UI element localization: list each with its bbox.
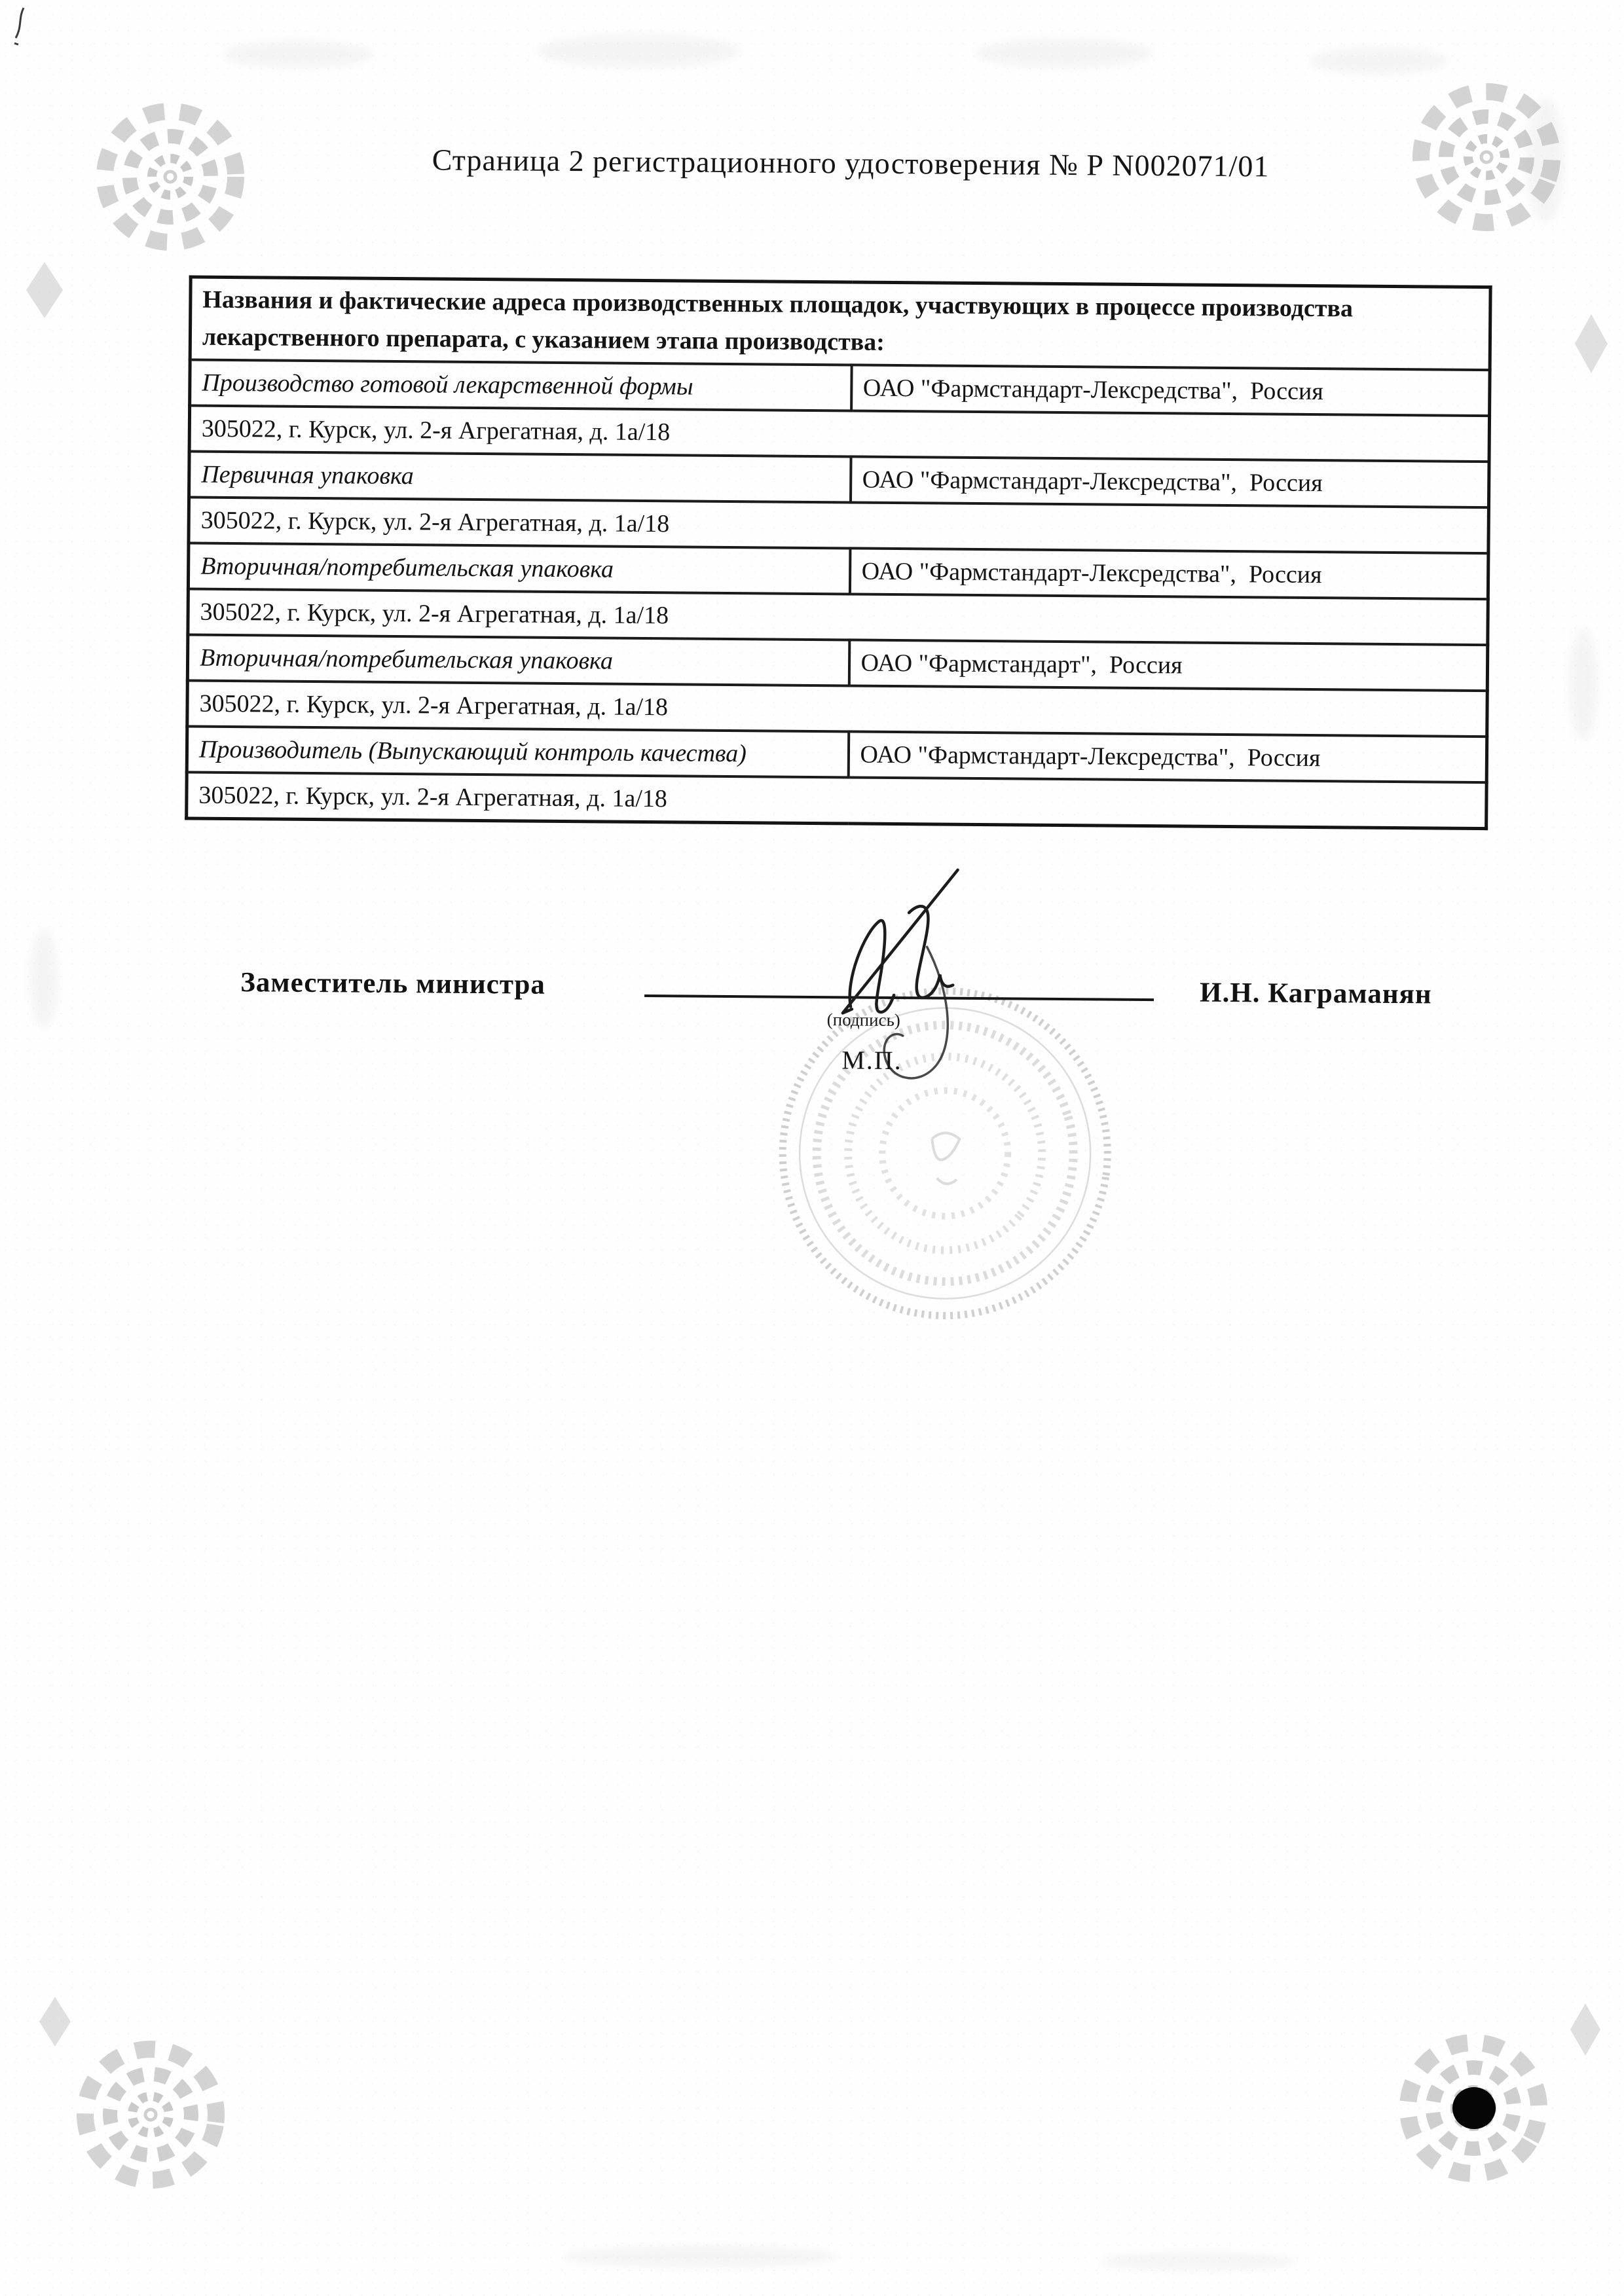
address-cell: 305022, г. Курск, ул. 2-я Агрегатная, д. 1а/18 bbox=[187, 680, 1488, 737]
address-cell: 305022, г. Курск, ул. 2-я Агрегатная, д. 1а/18 bbox=[189, 498, 1489, 554]
company-cell: ОАО "Фармстандарт-Лексредства", Россия bbox=[849, 548, 1488, 599]
address-cell: 305022, г. Курск, ул. 2-я Агрегатная, д. 1а/18 bbox=[187, 772, 1487, 828]
signer-position-title: Заместитель министра bbox=[240, 967, 546, 1000]
table-row bbox=[187, 772, 1487, 828]
stage-cell: Вторичная/потребительская упаковка bbox=[187, 635, 849, 686]
stage-cell: Вторичная/потребительская упаковка bbox=[188, 543, 850, 594]
page-title: Страница 2 регистрационного удостоверения № Р N002071/01 bbox=[432, 143, 1270, 183]
stage-cell: Производитель (Выпускающий контроль качества) bbox=[187, 726, 849, 777]
stage-cell: Первичная упаковка bbox=[189, 452, 851, 503]
handwritten-signature-icon bbox=[771, 848, 1048, 1131]
company-cell: ОАО "Фармстандарт-Лексредства", Россия bbox=[851, 365, 1490, 416]
company-cell: ОАО "Фармстандарт-Лексредства", Россия bbox=[850, 456, 1489, 507]
production-sites-table bbox=[185, 275, 1492, 830]
table-title-row bbox=[190, 277, 1490, 370]
table-title: Названия и фактические адреса производственных площадок, участвующих в процессе производства лекарственного препарата, с указанием этапа производства: bbox=[190, 277, 1490, 370]
address-cell: 305022, г. Курск, ул. 2-я Агрегатная, д. 1а/18 bbox=[189, 406, 1490, 462]
signature-caption: (подпись) bbox=[826, 1010, 900, 1030]
stage-cell: Производство готовой лекарственной формы bbox=[190, 360, 852, 411]
address-cell: 305022, г. Курск, ул. 2-я Агрегатная, д. 1а/18 bbox=[188, 589, 1488, 646]
company-cell: ОАО "Фармстандарт-Лексредства", Россия bbox=[848, 731, 1487, 782]
signer-name: И.Н. Каграманян bbox=[1199, 977, 1432, 1010]
stamp-place-label: М.П. bbox=[841, 1045, 902, 1076]
company-cell: ОАО "Фармстандарт", Россия bbox=[849, 640, 1488, 691]
